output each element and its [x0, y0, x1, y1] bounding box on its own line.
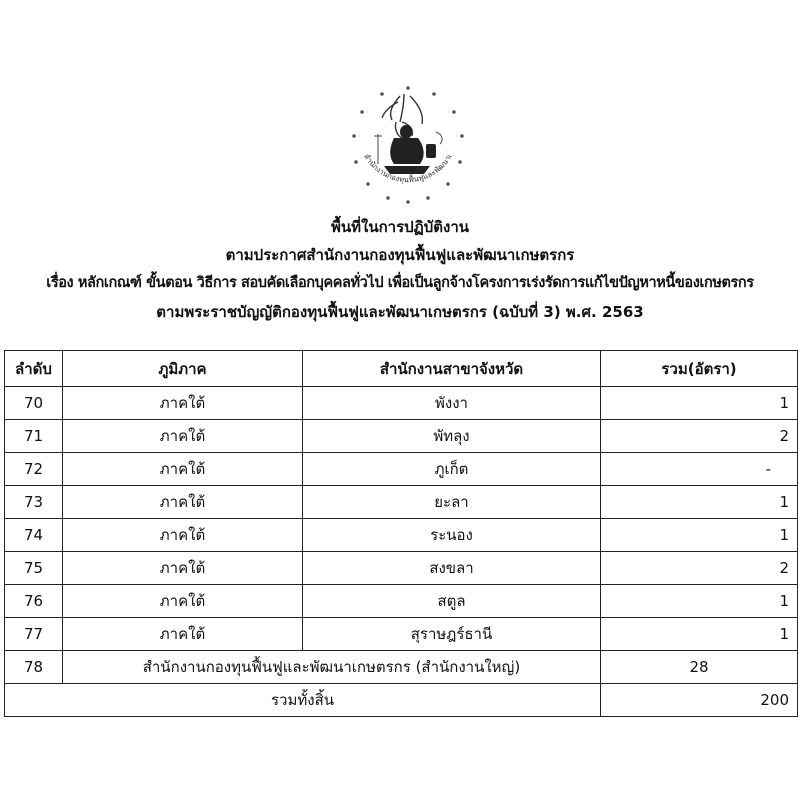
header-total: รวม(อัตรา)	[601, 351, 798, 387]
row-total: 1	[601, 585, 798, 618]
row-region: ภาคใต้	[63, 552, 303, 585]
row-office: ระนอง	[303, 519, 601, 552]
table-row	[5, 552, 798, 585]
row-no: 71	[5, 420, 63, 453]
document-title: พื้นที่ในการปฏิบัติงาน	[330, 218, 470, 236]
row-office: ภูเก็ต	[303, 453, 601, 486]
row-no: 72	[5, 453, 63, 486]
row-office: ยะลา	[303, 486, 601, 519]
row-total: 1	[601, 387, 798, 420]
hq-row	[5, 651, 798, 684]
row-region: ภาคใต้	[63, 453, 303, 486]
header-no: ลำดับ	[5, 351, 63, 387]
row-total: 1	[601, 618, 798, 651]
header-office: สำนักงานสาขาจังหวัด	[303, 351, 601, 387]
row-office: สงขลา	[303, 552, 601, 585]
announcement-line: ตามประกาศสำนักงานกองทุนฟื้นฟูและพัฒนาเกษตรกร	[225, 246, 575, 264]
row-region: ภาคใต้	[63, 420, 303, 453]
row-region: ภาคใต้	[63, 387, 303, 420]
row-office: สุราษฎร์ธานี	[303, 618, 601, 651]
header-region: ภูมิภาค	[63, 351, 303, 387]
row-no: 74	[5, 519, 63, 552]
row-office: พังงา	[303, 387, 601, 420]
hq-row-total: 28	[601, 651, 798, 684]
grand-total-label: รวมทั้งสิ้น	[5, 684, 601, 717]
svg-text:สำนักงานกองทุนฟื้นฟูและพัฒนาเก: สำนักงานกองทุนฟื้นฟูและพัฒนาเ	[362, 152, 454, 185]
allocation-table	[4, 350, 798, 717]
table-row	[5, 387, 798, 420]
row-no: 75	[5, 552, 63, 585]
row-total: 1	[601, 519, 798, 552]
row-no: 70	[5, 387, 63, 420]
grand-total-row	[5, 684, 798, 717]
row-region: ภาคใต้	[63, 585, 303, 618]
row-office: สตูล	[303, 585, 601, 618]
table-row	[5, 585, 798, 618]
row-region: ภาคใต้	[63, 486, 303, 519]
emblem-seal-graphic	[338, 74, 478, 214]
table-row	[5, 519, 798, 552]
row-total: 2	[601, 420, 798, 453]
row-no: 76	[5, 585, 63, 618]
subject-line: เรื่อง หลักเกณฑ์ ขั้นตอน วิธีการ สอบคัดเลือกบุคคลทั่วไป เพื่อเป็นลูกจ้างโครงการเร่งรัดการแก้ไขปัญหาหนี้ของเกษตรกร	[46, 275, 754, 291]
row-total: -	[601, 453, 798, 486]
table-header-row	[5, 351, 798, 387]
act-reference-line: ตามพระราชบัญญัติกองทุนฟื้นฟูและพัฒนาเกษตรกร (ฉบับที่ 3) พ.ศ. 2563	[156, 303, 644, 321]
table-row	[5, 486, 798, 519]
grand-total-value: 200	[601, 684, 798, 717]
hq-row-no: 78	[5, 651, 63, 684]
row-office: พัทลุง	[303, 420, 601, 453]
row-total: 2	[601, 552, 798, 585]
row-total: 1	[601, 486, 798, 519]
row-no: 73	[5, 486, 63, 519]
row-region: ภาคใต้	[63, 519, 303, 552]
table-row	[5, 453, 798, 486]
row-no: 77	[5, 618, 63, 651]
emblem-seal-icon	[338, 74, 478, 214]
row-region: ภาคใต้	[63, 618, 303, 651]
hq-row-office: สำนักงานกองทุนฟื้นฟูและพัฒนาเกษตรกร (สำนักงานใหญ่)	[63, 651, 601, 684]
table-row	[5, 618, 798, 651]
table-row	[5, 420, 798, 453]
